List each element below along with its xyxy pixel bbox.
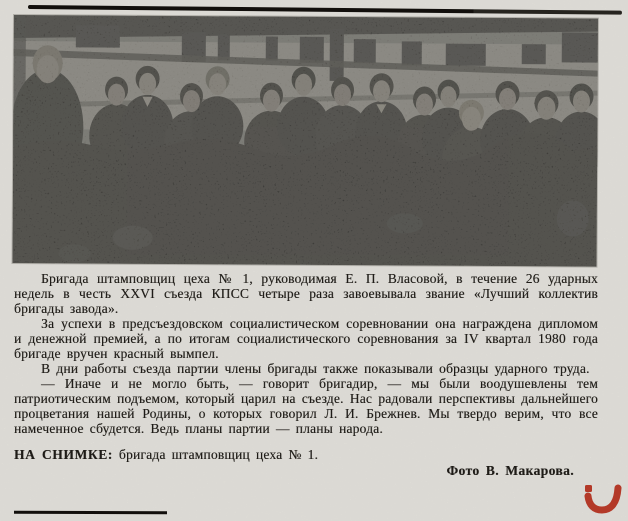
photo-grain — [12, 15, 598, 267]
news-photo — [12, 15, 598, 267]
bottom-divider-rule — [14, 511, 167, 515]
red-crescent-watermark-icon — [582, 484, 624, 514]
top-divider-rule — [28, 5, 622, 15]
article-paragraph: Бригада штамповщиц цеха № 1, руководимая Е. П. Власовой, в течение 26 ударных недель в честь XXVI съезда КПСС четыре раза завоевывала звание «Лучший коллектив бригады завода». — [14, 271, 598, 316]
article-body — [14, 271, 598, 478]
caption-text: бригада штамповщиц цеха № 1. — [118, 447, 319, 462]
article-paragraph: — Иначе и не могло быть, — говорит бригадир, — мы были воодушевлены тем патриотическим подъемом, который царил на съезде. Нас радовали перспективы дальнейшего процветания нашей Родины, о которых говорил Л. И. Брежнев. Мы твердо верим, что все намеченное сбудется. Ведь планы партии — планы народа. — [14, 376, 598, 436]
caption-label: НА СНИМКЕ: — [14, 447, 113, 462]
article-paragraph: В дни работы съезда партии члены бригады также показывали образцы ударного труда. — [41, 361, 590, 376]
news-photo-image — [12, 15, 598, 267]
photo-credit: Фото В. Макарова. — [446, 463, 574, 478]
article-paragraph: За успехи в предсъездовском социалистическом соревновании она награждена дипломом и денежной премией, а по итогам социалистического соревнования за IV квартал 1980 года бригаде вручен красный вымпел. — [14, 316, 598, 361]
photo-caption — [14, 447, 598, 462]
